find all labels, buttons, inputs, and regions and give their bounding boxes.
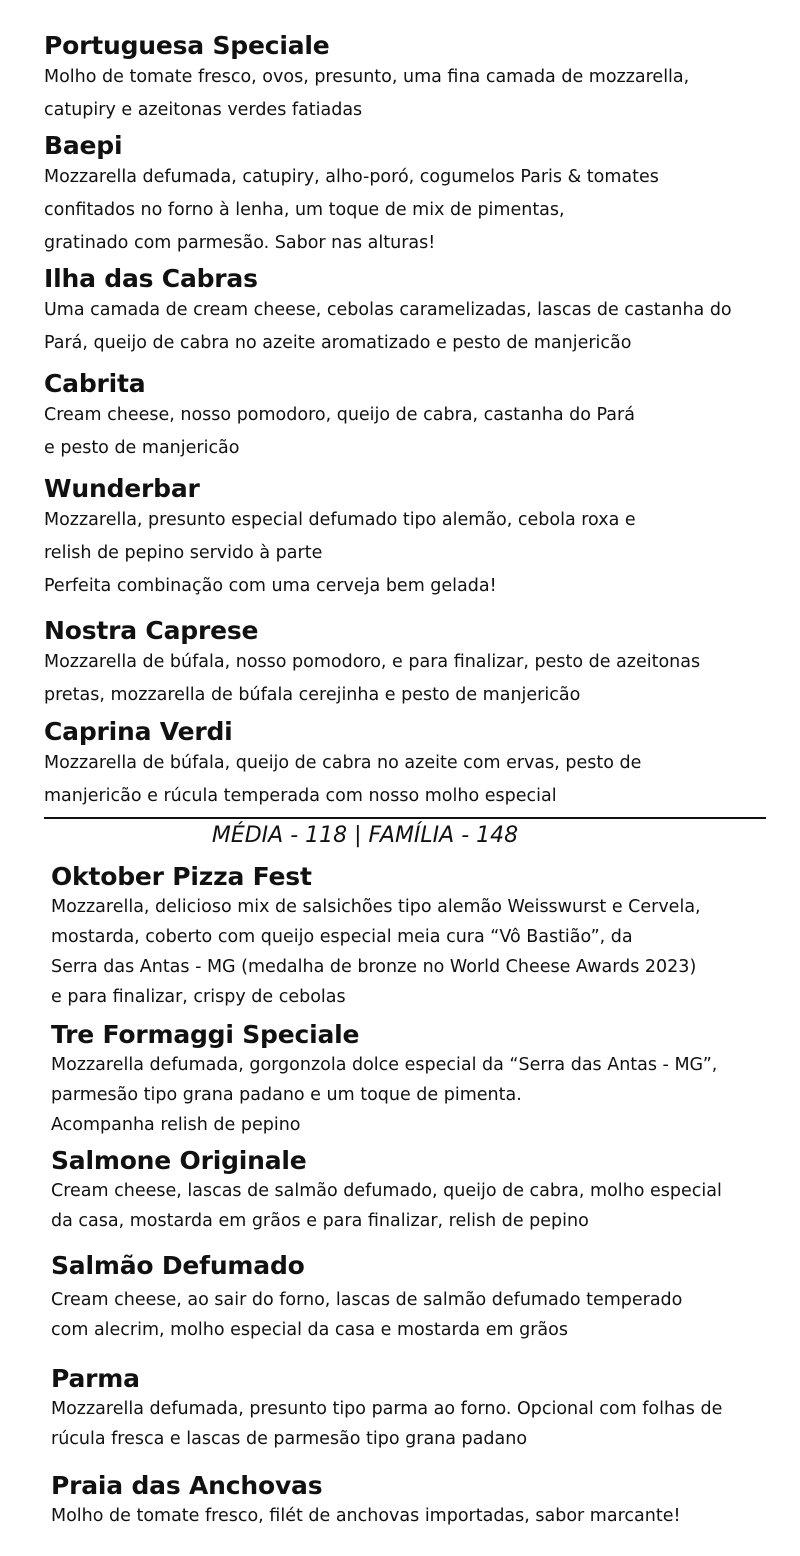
description-line: Mozzarella defumada, presunto tipo parma ao forno. Opcional com folhas de xyxy=(51,1399,723,1419)
pizza-name: Tre Formaggi Speciale xyxy=(51,1020,360,1049)
pizza-description xyxy=(51,892,701,1012)
description-line: Cream cheese, nosso pomodoro, queijo de cabra, castanha do Pará xyxy=(44,405,635,425)
description-line: Acompanha relish de pepino xyxy=(51,1115,301,1135)
description-line: mostarda, coberto com queijo especial meia cura “Vô Bastião”, da xyxy=(51,927,633,947)
description-line: gratinado com parmesão. Sabor nas alturas! xyxy=(44,233,436,253)
pizza-description xyxy=(44,294,732,360)
menu-item xyxy=(44,131,659,260)
menu-item xyxy=(51,1251,682,1345)
menu-item xyxy=(51,1364,722,1454)
description-line: Mozzarella de búfala, nosso pomodoro, e para finalizar, pesto de azeitonas xyxy=(44,652,701,672)
description-line: Mozzarella de búfala, queijo de cabra no azeite com ervas, pesto de xyxy=(44,753,642,773)
pizza-name: Salmão Defumado xyxy=(51,1251,305,1280)
menu-item xyxy=(51,1146,722,1236)
description-line: Pará, queijo de cabra no azeite aromatizado e pesto de manjericão xyxy=(44,333,632,353)
description-line: Uma camada de cream cheese, cebolas caramelizadas, lascas de castanha do xyxy=(44,300,732,320)
description-line: Serra das Antas - MG (medalha de bronze no World Cheese Awards 2023) xyxy=(51,957,697,977)
pizza-name: Portuguesa Speciale xyxy=(44,31,330,60)
pizza-name: Oktober Pizza Fest xyxy=(51,862,312,891)
pizza-name: Nostra Caprese xyxy=(44,616,259,645)
description-line: rúcula fresca e lascas de parmesão tipo grana padano xyxy=(51,1429,528,1449)
pizza-description xyxy=(51,1501,680,1531)
pizza-description xyxy=(44,504,636,603)
description-line: com alecrim, molho especial da casa e mostarda em grãos xyxy=(51,1320,568,1340)
description-line: relish de pepino servido à parte xyxy=(44,543,323,563)
pizza-description xyxy=(44,161,659,260)
description-line: Molho de tomate fresco, filét de anchovas importadas, sabor marcante! xyxy=(51,1506,681,1526)
menu-item xyxy=(44,31,689,127)
pizza-name: Cabrita xyxy=(44,369,146,398)
description-line: Mozzarella defumada, gorgonzola dolce especial da “Serra das Antas - MG”, xyxy=(51,1055,718,1075)
description-line: pretas, mozzarella de búfala cerejinha e pesto de manjericão xyxy=(44,685,581,705)
pizza-description xyxy=(44,399,635,465)
pizza-name: Parma xyxy=(51,1364,140,1393)
pizza-description xyxy=(51,1050,717,1140)
menu-item xyxy=(44,474,636,603)
description-line: parmesão tipo grana padano e um toque de pimenta. xyxy=(51,1085,522,1105)
pizza-name: Baepi xyxy=(44,131,123,160)
pizza-name: Praia das Anchovas xyxy=(51,1471,323,1500)
menu-item xyxy=(51,1471,680,1531)
menu-item xyxy=(51,862,701,1012)
price-line: MÉDIA - 118 | FAMÍLIA - 148 xyxy=(211,823,519,848)
description-line: Perfeita combinação com uma cerveja bem gelada! xyxy=(44,576,497,596)
description-line: Molho de tomate fresco, ovos, presunto, uma fina camada de mozzarella, xyxy=(44,67,690,87)
description-line: catupiry e azeitonas verdes fatiadas xyxy=(44,100,363,120)
description-line: Mozzarella defumada, catupiry, alho-poró, cogumelos Paris & tomates xyxy=(44,167,659,187)
pizza-description xyxy=(51,1394,722,1454)
menu-item xyxy=(44,717,641,813)
menu-item xyxy=(44,616,700,712)
pizza-name: Ilha das Cabras xyxy=(44,264,258,293)
description-line: Cream cheese, lascas de salmão defumado, queijo de cabra, molho especial xyxy=(51,1181,722,1201)
description-line: Mozzarella, delicioso mix de salsichões tipo alemão Weisswurst e Cervela, xyxy=(51,897,701,917)
description-line: confitados no forno à lenha, um toque de mix de pimentas, xyxy=(44,200,565,220)
pizza-description xyxy=(51,1285,682,1345)
description-line: e para finalizar, crispy de cebolas xyxy=(51,987,346,1007)
pizza-description xyxy=(44,747,641,813)
pizza-description xyxy=(44,646,700,712)
pizza-name: Wunderbar xyxy=(44,474,200,503)
pizza-description xyxy=(44,61,689,127)
menu-item xyxy=(51,1020,717,1140)
menu-item xyxy=(44,264,732,360)
pizza-name: Caprina Verdi xyxy=(44,717,233,746)
description-line: e pesto de manjericão xyxy=(44,438,240,458)
section-divider xyxy=(44,817,766,819)
description-line: Mozzarella, presunto especial defumado tipo alemão, cebola roxa e xyxy=(44,510,636,530)
menu-item xyxy=(44,369,635,465)
description-line: da casa, mostarda em grãos e para finalizar, relish de pepino xyxy=(51,1211,589,1231)
description-line: manjericão e rúcula temperada com nosso molho especial xyxy=(44,786,557,806)
pizza-description xyxy=(51,1176,722,1236)
description-line: Cream cheese, ao sair do forno, lascas de salmão defumado temperado xyxy=(51,1290,683,1310)
pizza-name: Salmone Originale xyxy=(51,1146,307,1175)
